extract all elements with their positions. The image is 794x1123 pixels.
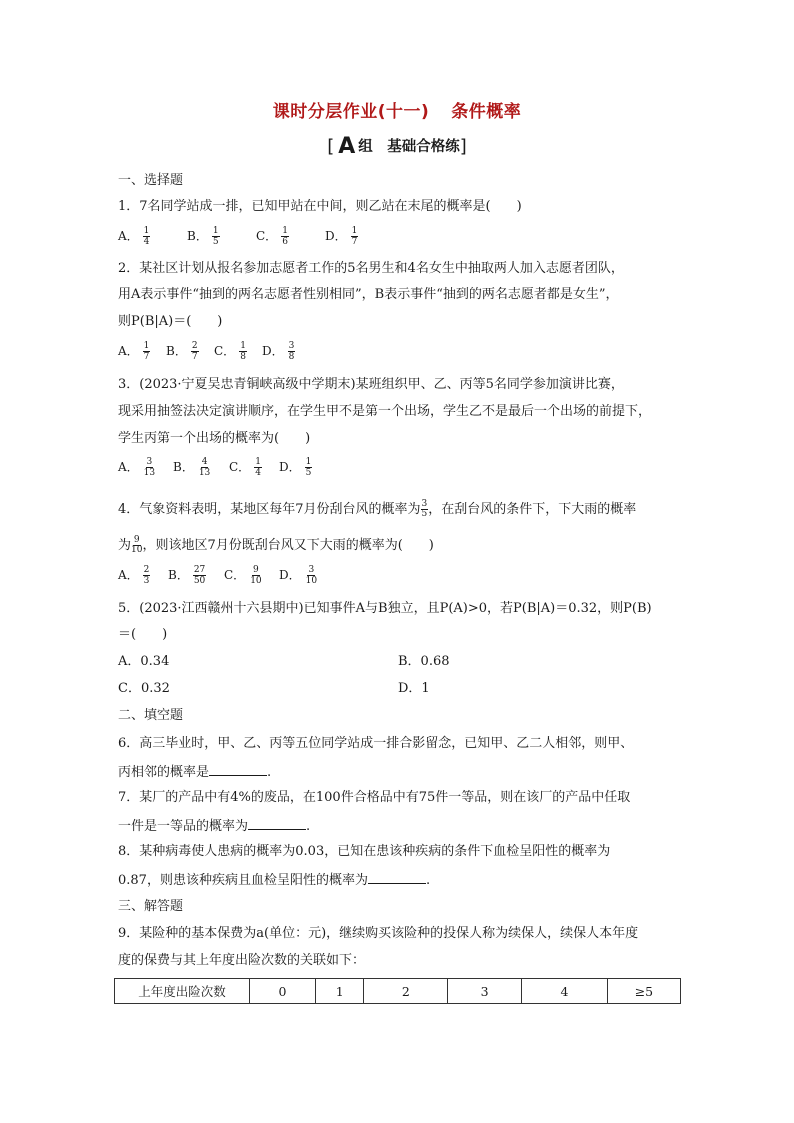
option-label: A． — [118, 568, 139, 582]
question-1-text: 1．7名同学站成一排，已知甲站在中间，则乙站在末尾的概率是( ) — [118, 199, 522, 214]
table-header-cell: 0 — [250, 979, 316, 1004]
question-7-line-2: 一件是一等品的概率为 . — [118, 819, 311, 834]
q5-option-b[interactable]: B．0.68 — [398, 654, 450, 669]
option-fraction: $\frac{1}{7}$ — [143, 341, 150, 362]
option-label: C． — [224, 568, 246, 582]
q2-option-b[interactable] — [166, 341, 199, 362]
option-label: B． — [166, 344, 187, 358]
option-fraction: $\frac{1}{8}$ — [240, 341, 246, 362]
group-bracket-open: [ — [327, 136, 335, 157]
section-fill-heading: 二、填空题 — [118, 708, 184, 723]
q4-option-d[interactable] — [279, 565, 318, 586]
option-label: C． — [214, 344, 236, 358]
answer-blank[interactable] — [368, 871, 426, 884]
option-fraction: $\frac{3}{8}$ — [288, 341, 295, 362]
q4-option-b[interactable] — [168, 565, 206, 586]
option-fraction: $\frac{1}{5}$ — [305, 457, 312, 478]
question-3-line-2: 现采用抽签法决定演讲顺序，在学生甲不是第一个出场，学生乙不是最后一个出场的前提下， — [118, 404, 652, 419]
option-label: D． — [262, 344, 284, 358]
question-4-line-1: 4．气象资料表明，某地区每年7月份刮台风的概率为 $\frac{3}{5}$ ，在刮台风的条件下，下大雨的概率 — [118, 499, 637, 519]
table-header-cell: 3 — [448, 979, 522, 1004]
q4-option-c[interactable] — [224, 565, 263, 586]
table-header-cell: 上年度出险次数 — [115, 979, 250, 1004]
option-label: C． — [256, 229, 278, 243]
question-5-line-1: 5．(2023·江西赣州十六县期中)已知事件A与B独立，且P(A)>0，若P(B|A)＝0.32，则P(B) — [118, 601, 652, 616]
option-label: A． — [118, 229, 139, 243]
option-label: C． — [229, 460, 251, 474]
question-5-line-2: ＝( ) — [118, 627, 168, 642]
question-6-line-2: 丙相邻的概率是 . — [118, 765, 272, 780]
option-label: B． — [173, 460, 194, 474]
question-6-line-1: 6．高三毕业时，甲、乙、丙等五位同学站成一排合影留念，已知甲、乙二人相邻，则甲、 — [118, 736, 634, 751]
option-fraction: $\frac{1}{7}$ — [351, 226, 358, 247]
q3-option-a[interactable] — [118, 457, 156, 478]
q4-option-a[interactable] — [118, 565, 150, 586]
question-7-line-1: 7．某厂的产品中有4%的废品，在100件合格品中有75件一等品，则在该厂的产品中任取 — [118, 790, 631, 805]
option-label: D． — [279, 568, 301, 582]
title-topic: 条件概率 — [451, 102, 522, 122]
q5-option-a[interactable]: A．0.34 — [118, 654, 170, 669]
group-label: 组 基础合格练 — [358, 139, 460, 155]
option-fraction: $\frac{27}{50}$ — [193, 565, 206, 586]
q1-option-d[interactable] — [325, 226, 358, 247]
q1-option-a[interactable] — [118, 226, 150, 247]
answer-blank[interactable] — [209, 763, 267, 776]
answer-blank[interactable] — [248, 817, 306, 830]
question-3-line-3: 学生丙第一个出场的概率为( ) — [118, 431, 311, 446]
question-8-line-1: 8．某种病毒使人患病的概率为0.03，已知在患该种疾病的条件下血检呈阳性的概率为 — [118, 844, 611, 859]
question-9-line-2: 度的保费与其上年度出险次数的关联如下： — [118, 953, 366, 968]
premium-table — [114, 978, 681, 1004]
page-title — [0, 97, 794, 122]
option-fraction: $\frac{1}{6}$ — [282, 226, 288, 247]
option-fraction: $\frac{9}{10}$ — [250, 565, 262, 586]
option-label: B． — [187, 229, 208, 243]
q1-option-b[interactable] — [187, 226, 220, 247]
option-label: D． — [325, 229, 347, 243]
option-fraction: $\frac{1}{4}$ — [255, 457, 261, 478]
q2-option-d[interactable] — [262, 341, 295, 362]
q3-option-c[interactable] — [229, 457, 262, 478]
q2-option-a[interactable] — [118, 341, 150, 362]
table-header-cell: 1 — [316, 979, 364, 1004]
q1-option-c[interactable] — [256, 226, 289, 247]
group-bracket-close: ] — [459, 136, 467, 157]
section-solve-heading: 三、解答题 — [118, 899, 184, 914]
title-main: 课时分层作业(十一) — [272, 102, 430, 122]
section-choice-heading: 一、选择题 — [118, 173, 184, 188]
q2-option-c[interactable] — [214, 341, 247, 362]
q5-option-c[interactable]: C．0.32 — [118, 681, 170, 696]
question-8-line-2: 0.87，则患该种疾病且血检呈阳性的概率为 . — [118, 873, 431, 888]
option-label: D． — [279, 460, 301, 474]
question-2-line-1: 2．某社区计划从报名参加志愿者工作的5名男生和4名女生中抽取两人加入志愿者团队， — [118, 261, 624, 276]
question-4-line-2: 为 $\frac{9}{10}$ ，则该地区7月份既刮台风又下大雨的概率为( ) — [118, 535, 434, 555]
option-fraction: $\frac{4}{13}$ — [198, 457, 211, 478]
table-header-cell: 2 — [364, 979, 448, 1004]
question-2-line-2: 用A表示事件“抽到的两名志愿者性别相同”，B表示事件“抽到的两名志愿者都是女生”， — [118, 287, 619, 302]
table-header-cell: ≥5 — [607, 979, 680, 1004]
option-label: A． — [118, 344, 139, 358]
option-label: B． — [168, 568, 189, 582]
q3-option-d[interactable] — [279, 457, 312, 478]
question-2-line-3: 则P(B|A)＝( ) — [118, 314, 223, 329]
option-fraction: $\frac{3}{10}$ — [305, 565, 318, 586]
q4-fraction-rain: $\frac{9}{10}$ — [131, 535, 143, 555]
group-heading — [0, 134, 794, 159]
option-fraction: $\frac{3}{13}$ — [143, 457, 156, 478]
question-3-line-1: 3．(2023·宁夏吴忠青铜峡高级中学期末)某班组织甲、乙、丙等5名同学参加演讲比赛， — [118, 377, 624, 392]
q3-option-b[interactable] — [173, 457, 211, 478]
option-fraction: $\frac{1}{5}$ — [212, 226, 219, 247]
table-header-cell: 4 — [522, 979, 608, 1004]
group-badge: A — [338, 134, 356, 159]
q5-option-d[interactable]: D．1 — [398, 681, 430, 696]
table-row — [115, 979, 681, 1004]
option-fraction: $\frac{1}{4}$ — [143, 226, 150, 247]
question-9-line-1: 9．某险种的基本保费为a(单位：元)，继续购买该险种的投保人称为续保人，续保人本年度 — [118, 926, 639, 941]
option-label: A． — [118, 460, 139, 474]
option-fraction: $\frac{2}{7}$ — [191, 341, 198, 362]
option-fraction: $\frac{2}{3}$ — [143, 565, 150, 586]
q4-fraction-typhoon: $\frac{3}{5}$ — [421, 499, 428, 519]
